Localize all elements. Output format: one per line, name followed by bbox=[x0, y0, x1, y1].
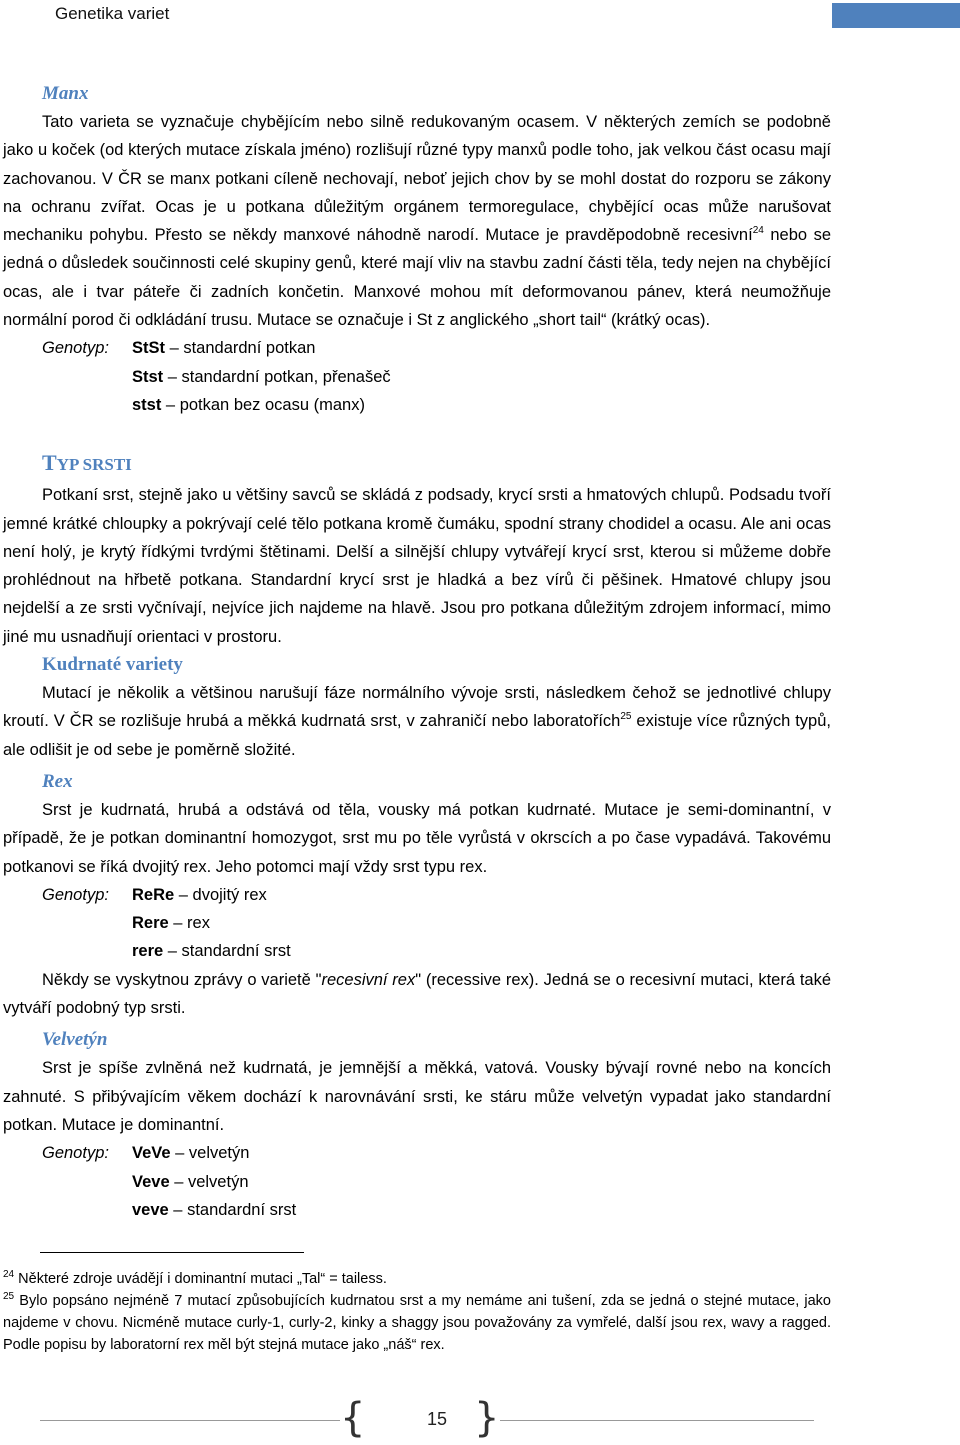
paragraph-typ-srsti: Potkaní srst, stejně jako u většiny savců se skládá z podsady, krycí srsti a hmatových chlupů. Podsadu tvoří jemné krátké chloupky a pokrývají celé tělo potkana kromě čumáku, spodní strany chodidel a ocasu. Ale ani ocas není holý, je krytý řídkými tvrdými štětinami. Delší a silnější chlupy vytvářejí krycí srst, kterou si můžeme dobře prohlédnout na hřbetě potkana. Standardní krycí srst je hladká a bez vírů či pěšinek. Hmatové chlupy jsou nejdelší a ze srsti vyčnívají, nejvíce jich najdeme na hlavě. Jsou pro potkana důležitým zdrojem informací, mimo jiné mu usnadňují orientaci v prostoru. bbox=[3, 486, 831, 646]
genotype-label: Genotyp: bbox=[42, 885, 109, 904]
paragraph-kudrnate: Mutací je několik a většinou narušují fáze normálního vývoje srsti, následkem čehož se jednotlivé chlupy kroutí. V ČR se rozlišuje hrubá a měkká kudrnatá srst, v zahraničí nebo laboratořích$^{25}$ existuje více různých typů, ale odlišit je od sebe je poměrně složité. bbox=[3, 684, 831, 759]
footer-brace-left-icon: { bbox=[340, 1395, 366, 1441]
heading-manx: Manx bbox=[42, 83, 89, 104]
genotype-row: Genotyp: VeVe – velvetýn bbox=[3, 1139, 831, 1167]
genotype-row: stst – potkan bez ocasu (manx) bbox=[132, 395, 365, 414]
page-number: 15 bbox=[426, 1409, 448, 1429]
genotype-row: Veve – velvetýn bbox=[132, 1172, 249, 1191]
genotype-row: veve – standardní srst bbox=[132, 1200, 297, 1219]
footnote-ref-24[interactable]: 24 bbox=[752, 225, 764, 237]
footer-rule-right bbox=[500, 1420, 814, 1421]
paragraph-rex: Srst je kudrnatá, hrubá a odstává od těla, vousky má potkan kudrnaté. Mutace je semi-dominantní, v případě, že je potkan dominantní homozygot, srst mu po těle vyrůstá v okrscích a po čase vypadává. Takovému potkanovi se říká dvojitý rex. Jeho potomci mají vždy srst typu rex. bbox=[3, 800, 831, 876]
footnote-ref-25[interactable]: 25 bbox=[620, 711, 632, 723]
footnote-24: $^{24}$ Některé zdroje uvádějí i dominantní mutaci „Tal“ = tailess. bbox=[3, 1269, 387, 1287]
heading-typ-srsti: TYP SRSTI bbox=[42, 450, 132, 476]
paragraph-velvetyn: Srst je spíše zvlněná než kudrnatá, je jemnější a měkká, vatová. Vousky bývají rovné nebo na koncích zahnuté. S přibývajícím věkem dochází k narovnávání srsti, ke stáru může velvetýn vypadat jako standardní potkan. Mutace je dominantní. bbox=[3, 1059, 831, 1134]
paragraph-manx: Tato varieta se vyznačuje chybějícím nebo silně redukovaným ocasem. V některých zemích se podobně jako u koček (od kterých mutace získala jméno) rozlišují různé typy manxů podle toho, jak velkou část ocasu mají zachovanou. V ČR se manx potkani cíleně nechovají, neboť jejich chov by se mohl dostat do rozporu se zákony na ochranu zvířat. Ocas je u potkana důležitým orgánem termoregulace, chybějící ocas může narušovat mechaniku pohybu. Přesto se někdy manxové náhodně narodí. Mutace je pravděpodobně recesivní$^{24}$ nebo se jedná o důsledek součinnosti celé skupiny genů, které mají vliv na stavbu zadní části těla, tedy nejen na chybějící ocas, ale i tvar páteře či zadních končetin. Manxové mohou mít deformovanou pánev, která neumožňuje normální porod či odkládání trusu. Mutace se označuje i St z anglického „short tail“ (krátký ocas). bbox=[3, 113, 832, 330]
page-header-title: Genetika variet bbox=[55, 4, 170, 23]
header-accent-bar bbox=[832, 3, 960, 28]
genotype-label: Genotyp: bbox=[42, 339, 109, 358]
footnotes bbox=[3, 1268, 831, 1356]
genotype-row: Rere – rex bbox=[132, 914, 210, 933]
paragraph-rex-note: Někdy se vyskytnou zprávy o varietě "recesivní rex" (recessive rex). Jedná se o recesivní mutaci, která také vytváří podobný typ srsti. bbox=[3, 970, 832, 1018]
genotype-list-manx bbox=[3, 334, 831, 419]
footnote-25: $^{25}$ Bylo popsáno nejméně 7 mutací způsobujících kudrnatou srst a my nemáme ani tušení, zda se jedná o stejné mutace, jako najdeme v chovu. Nicméně mutace curly-1, curly-2, kinky a shaggy jsou považovány za vymřelé, další jsou rex, wavy a ragged. Podle popisu by laboratorní rex měl být stejná mutace jako „náš“ rex. bbox=[3, 1291, 831, 1353]
footer-rule-left bbox=[40, 1420, 340, 1421]
genotype-label: Genotyp: bbox=[42, 1144, 109, 1163]
footnote-separator bbox=[40, 1252, 304, 1253]
genotype-row: Genotyp: StSt – standardní potkan bbox=[3, 334, 831, 362]
heading-kudrnate-variety: Kudrnaté variety bbox=[42, 654, 183, 676]
genotype-row: Stst – standardní potkan, přenašeč bbox=[132, 367, 391, 386]
heading-rex: Rex bbox=[42, 770, 73, 792]
genotype-list-rex bbox=[3, 881, 831, 966]
heading-velvetyn: Velvetýn bbox=[42, 1029, 108, 1051]
genotype-row: rere – standardní srst bbox=[132, 942, 291, 961]
genotype-list-velvetyn bbox=[3, 1139, 831, 1224]
genotype-row: Genotyp: ReRe – dvojitý rex bbox=[3, 881, 831, 909]
document-body bbox=[3, 80, 831, 1224]
footer-brace-right-icon: } bbox=[474, 1395, 500, 1441]
